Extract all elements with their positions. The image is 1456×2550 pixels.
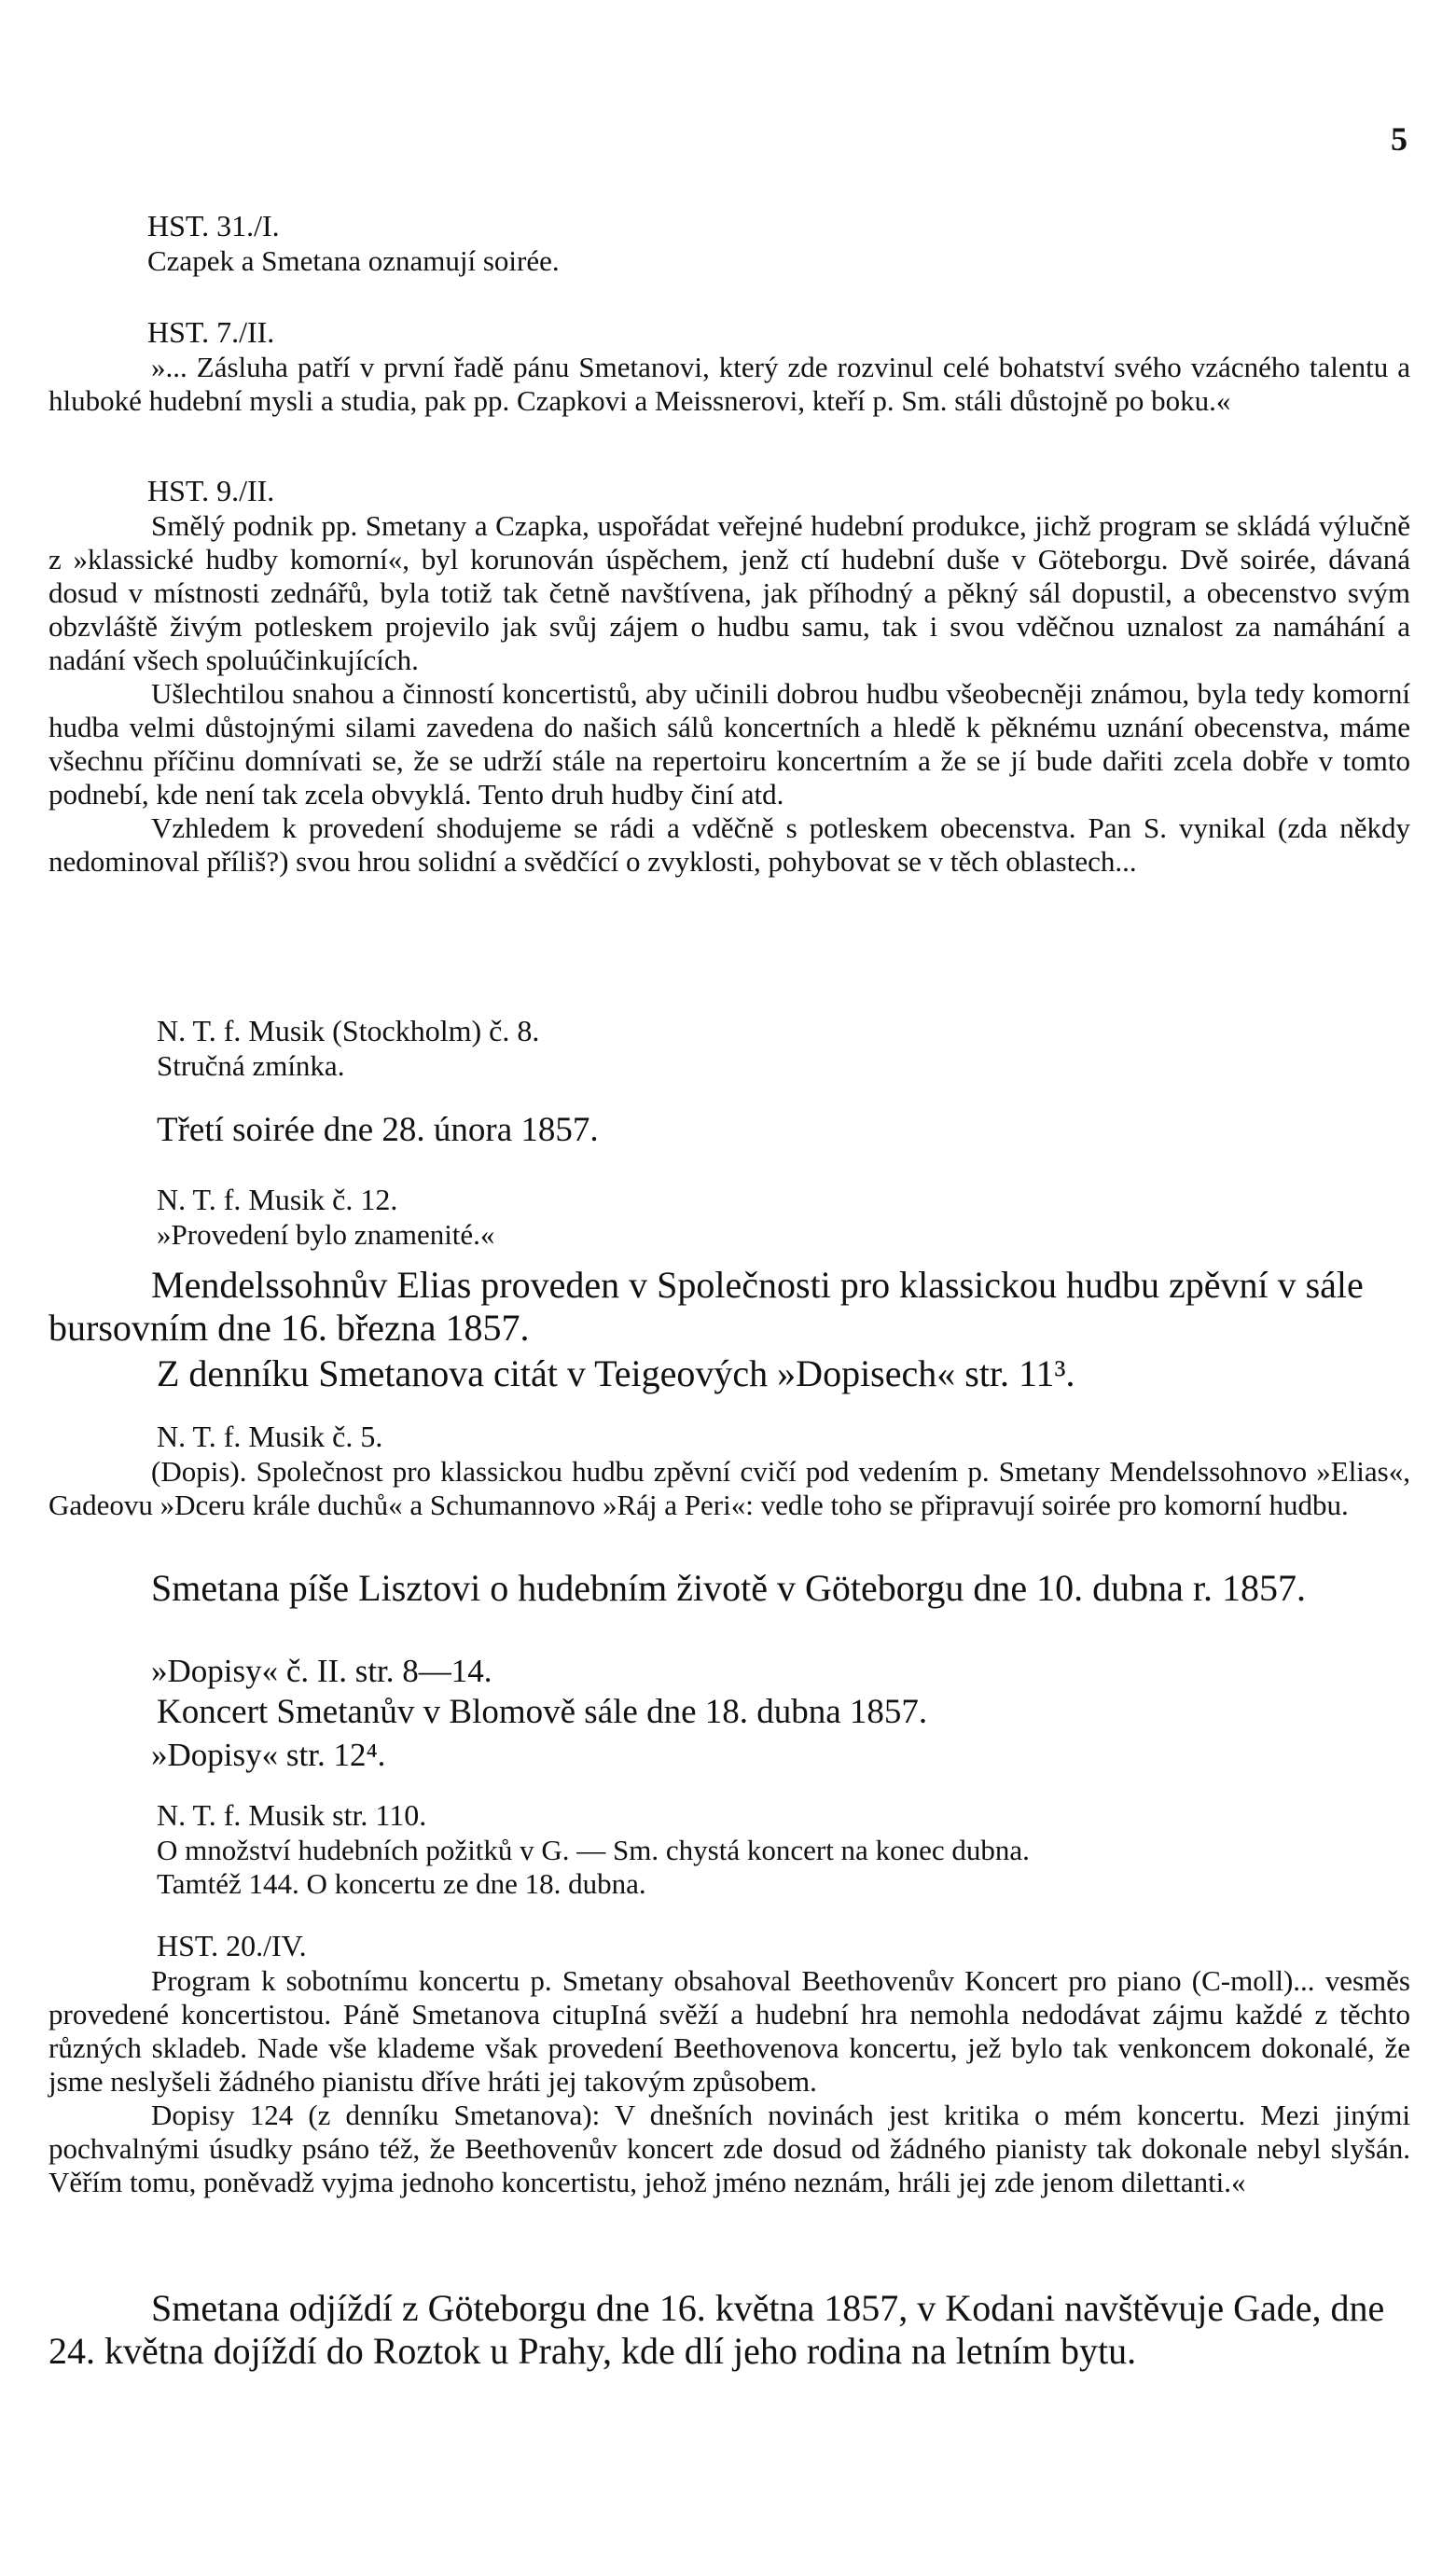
paragraph: Ušlechtilou snahou a činností koncertistů, aby učinili dobrou hudbu všeobecněji známou, byla tedy komorní hudba velmi důstojnými silami zavedena do našich sálů koncertních a hledě k pěknému uznání obecenstva, máme všechnu příčinu domnívati se, že se udrží stále na repertoiru koncertním a že se jí bude dařiti zcela dobře v tomto podnebí, kde není tak zcela obvyklá. Tento druh hudby činí atd. [49, 677, 1410, 811]
source-label: N. T. f. Musik č. 5. [157, 1420, 383, 1453]
reference: »Dopisy« č. II. str. 8—14. [151, 1653, 492, 1689]
letter-text: (Dopis). Společnost pro klassickou hudbu zpěvní cvičí pod vedením p. Smetany Mendelssohnovo »Elias«, Gadeovu »Dceru krále duchů« a Schumannovo »Ráj a Peri«: vedle toho se připravují soirée pro komorní hudbu. [49, 1455, 1410, 1521]
event-heading: Třetí soirée dne 28. února 1857. [157, 1111, 599, 1149]
ref-dopisy-12 [49, 1737, 1410, 1774]
entry-text: O množství hudebních požitků v G. — Sm. chystá koncert na konec dubna. [157, 1834, 1030, 1866]
paragraph: Vzhledem k provedení shodujeme se rádi a vděčně s potleskem obecenstva. Pan S. vynikal (zda někdy nedominoval příliš?) svou hrou solidní a svědčící o zvyklosti, pohybovat se v těch oblastech... [49, 811, 1410, 878]
source-label: HST. 31./I. [147, 209, 280, 243]
entry-ntf-12 [49, 1181, 1410, 1252]
ref-dopisy-ii [49, 1653, 1410, 1690]
entry-text: Czapek a Smetana oznamují soirée. [147, 244, 560, 277]
quote-text: »Provedení bylo znamenité.« [157, 1218, 495, 1251]
page-number: 5 [1391, 120, 1407, 158]
event-heading: Mendelssohnův Elias proveden v Společnosti pro klassickou hudbu zpěvní v sále bursovním dne 16. března 1857. [49, 1264, 1364, 1349]
source-label: HST. 7./II. [147, 315, 275, 349]
source-label: HST. 9./II. [147, 474, 275, 507]
event-heading: Smetana odjíždí z Göteborgu dne 16. května 1857, v Kodani navštěvuje Gade, dne 24. května dojíždí do Roztok u Prahy, kde dlí jeho rodina na letním bytu. [49, 2287, 1385, 2372]
entry-hst-31 [49, 207, 1410, 278]
reference: »Dopisy« str. 12⁴. [151, 1737, 386, 1773]
entry-ntf-8 [49, 1012, 1410, 1083]
paragraph: Dopisy 124 (z denníku Smetanova): V dnešních novinách jest kritika o mém koncertu. Mezi jinými pochvalnými úsudky psáno též, že Beethovenův koncert zde dosud od žádného pianisty tak dokonale nebyl slyšán. Věřím tomu, poněvadž vyjma jednoho koncertistu, jehož jméno neznám, hráli jej zde jenom dilettanti.« [49, 2099, 1410, 2198]
heading-third-soiree [49, 1112, 1410, 1149]
entry-hst-20 [49, 1927, 1410, 2199]
source-label: N. T. f. Musik č. 12. [157, 1183, 398, 1216]
entry-text: Tamtéž 144. O koncertu ze dne 18. dubna. [157, 1867, 646, 1900]
source-label: HST. 20./IV. [157, 1929, 307, 1962]
paragraph: Program k sobotnímu koncertu p. Smetany obsahoval Beethovenův Koncert pro piano (C-moll)... vesměs provedené koncertistou. Páně Smetanova citupIná svěží a hudební hra nemohla nedodávat zájmu každé z těchto různých skladeb. Nade vše klademe však provedení Beethovenova koncertu, jež bylo tak venkoncem dokonalé, že jsme neslyšeli žádného pianistu dříve hráti jej takovým způsobem. [49, 1964, 1410, 2098]
entry-ntf-110 [49, 1796, 1410, 1901]
source-label: N. T. f. Musik str. 110. [157, 1798, 427, 1832]
entry-ntf-5 [49, 1418, 1410, 1522]
heading-diary-quote [49, 1352, 1410, 1395]
event-heading: Z denníku Smetanova citát v Teigeových »Dopisech« str. 11³. [157, 1352, 1075, 1394]
heading-departure [49, 2287, 1410, 2373]
source-label: N. T. f. Musik (Stockholm) č. 8. [157, 1014, 540, 1047]
entry-hst-7 [49, 313, 1410, 418]
heading-elias [49, 1264, 1410, 1350]
heading-blomove [49, 1694, 1410, 1731]
paragraph: Smělý podnik pp. Smetany a Czapka, uspořádat veřejné hudební produkce, jichž program se skládá výlučně z »klassické hudby komorní«, byl korunován úspěchem, jenž ctí hudební duše v Göteborgu. Dvě soirée, dávaná dosud v místnosti zednářů, byla totiž tak četně navštívena, jak příhodný a pěkný sál dopustil, a obecenstvo svým obzvláště živým potleskem projevilo jak svůj zájem o hudbu samu, tak i svou vděčnou uznalost za namáhání a nadání všech spoluúčinkujících. [49, 509, 1410, 676]
heading-liszt [49, 1567, 1410, 1610]
quote-text: »... Zásluha patří v první řadě pánu Smetanovi, který zde rozvinul celé bohatství svého vzácného talentu a hluboké hudební mysli a studia, pak pp. Czapkovi a Meissnerovi, kteří p. Sm. stáli důstojně po boku.« [49, 351, 1410, 417]
entry-text: Stručná zmínka. [157, 1049, 345, 1082]
event-heading: Koncert Smetanův v Blomově sále dne 18. dubna 1857. [157, 1693, 928, 1731]
entry-hst-9 [49, 472, 1410, 879]
event-heading: Smetana píše Lisztovi o hudebním životě v Göteborgu dne 10. dubna r. 1857. [151, 1567, 1306, 1609]
